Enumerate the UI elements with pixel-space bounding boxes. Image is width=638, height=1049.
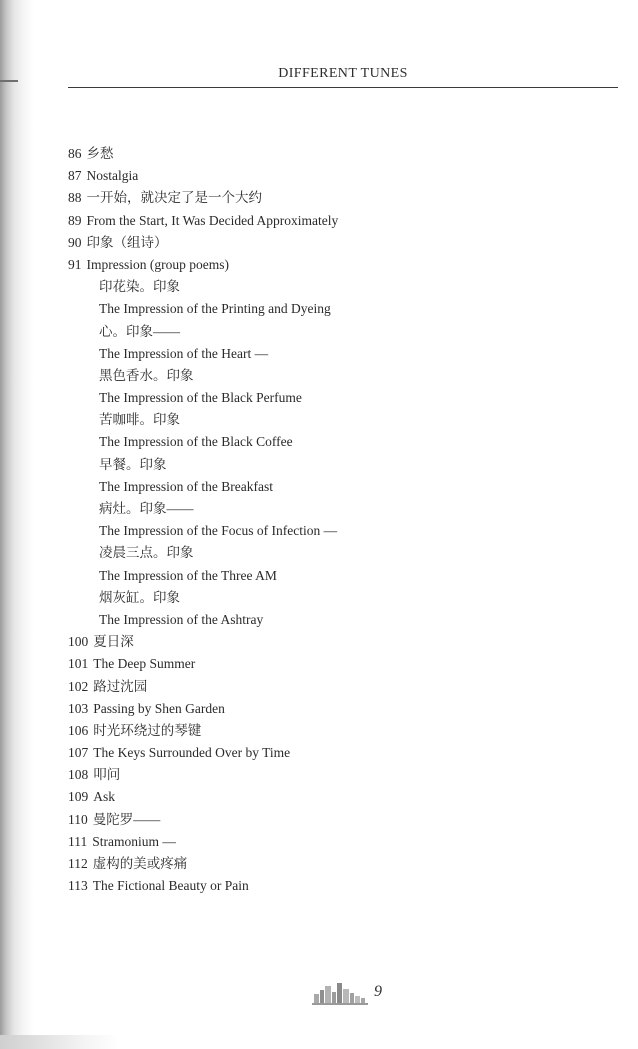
toc-page-number: 103 bbox=[68, 700, 89, 716]
toc-entry bbox=[68, 387, 588, 409]
toc-page-number: 90 bbox=[68, 234, 82, 250]
toc-title: 病灶。印象—— bbox=[99, 501, 194, 516]
toc-title: The Fictional Beauty or Pain bbox=[92, 878, 249, 894]
toc-entry bbox=[68, 676, 588, 698]
toc-entry bbox=[68, 653, 588, 675]
toc-title: 虚构的美或疼痛 bbox=[92, 856, 188, 871]
toc-entry bbox=[68, 809, 588, 831]
toc-entry bbox=[68, 210, 588, 232]
toc-page-number: 88 bbox=[68, 190, 82, 206]
toc-page-number: 108 bbox=[68, 767, 89, 783]
toc-entry bbox=[68, 476, 588, 498]
toc-title: 时光环绕过的琴键 bbox=[93, 722, 202, 738]
toc-entry bbox=[68, 365, 588, 387]
gutter-mark bbox=[0, 80, 18, 82]
toc-entry bbox=[68, 431, 588, 453]
toc-entry bbox=[68, 165, 588, 187]
toc-title: The Impression of the Black Perfume bbox=[99, 390, 302, 406]
toc-entry bbox=[68, 565, 588, 587]
toc-entry bbox=[68, 520, 588, 542]
toc-entry bbox=[68, 609, 588, 631]
toc-title: 乡愁 bbox=[86, 146, 114, 161]
toc-page-number: 101 bbox=[68, 656, 89, 672]
toc-title: Impression (group poems) bbox=[86, 256, 229, 272]
toc-page-number: 106 bbox=[68, 722, 89, 738]
toc-title: Ask bbox=[93, 789, 116, 805]
toc-entry bbox=[68, 853, 588, 875]
toc-page-number: 86 bbox=[68, 146, 82, 161]
toc-entry bbox=[68, 742, 588, 764]
toc-entry bbox=[68, 542, 588, 564]
toc-page-number: 109 bbox=[68, 789, 89, 805]
toc-title: Stramonium — bbox=[92, 833, 176, 849]
toc-title: The Impression of the Black Coffee bbox=[99, 434, 293, 450]
toc-entry bbox=[68, 720, 588, 742]
toc-title: From the Start, It Was Decided Approximately bbox=[86, 212, 339, 228]
table-of-contents bbox=[68, 143, 588, 897]
toc-page-number: 87 bbox=[68, 168, 82, 184]
toc-page-number: 89 bbox=[68, 212, 82, 228]
toc-page-number: 111 bbox=[68, 833, 88, 849]
toc-title: The Impression of the Ashtray bbox=[99, 611, 264, 627]
toc-title: The Impression of the Breakfast bbox=[99, 478, 273, 494]
toc-entry bbox=[68, 254, 588, 276]
toc-title: 黑色香水。印象 bbox=[99, 367, 194, 383]
toc-entry bbox=[68, 631, 588, 653]
page-footer bbox=[312, 980, 402, 1010]
toc-entry bbox=[68, 786, 588, 808]
toc-title: 曼陀罗—— bbox=[92, 811, 161, 827]
toc-entry bbox=[68, 875, 588, 897]
toc-title: 早餐。印象 bbox=[99, 456, 167, 472]
running-header bbox=[68, 64, 618, 86]
toc-entry bbox=[68, 321, 588, 343]
toc-page-number: 91 bbox=[68, 256, 82, 272]
toc-title: 印花染。印象 bbox=[99, 279, 180, 295]
toc-title: The Impression of the Three AM bbox=[99, 567, 277, 583]
toc-title: 凌晨三点。印象 bbox=[99, 545, 194, 561]
toc-title: The Keys Surrounded Over by Time bbox=[93, 745, 291, 761]
toc-title: 印象（组诗） bbox=[86, 234, 168, 250]
toc-entry bbox=[68, 454, 588, 476]
toc-title: The Impression of the Heart — bbox=[99, 345, 269, 361]
city-skyline-icon bbox=[312, 980, 368, 1006]
toc-title: 路过沈园 bbox=[93, 678, 148, 694]
toc-title: 一开始，就决定了是一个大约 bbox=[86, 190, 262, 206]
toc-entry bbox=[68, 764, 588, 786]
toc-title: 烟灰缸。印象 bbox=[99, 589, 180, 605]
toc-entry bbox=[68, 409, 588, 431]
toc-title: 夏日深 bbox=[93, 634, 134, 650]
toc-entry bbox=[68, 143, 588, 165]
toc-title: Nostalgia bbox=[86, 168, 139, 184]
toc-page-number: 113 bbox=[68, 878, 88, 894]
header-title: DIFFERENT TUNES bbox=[278, 66, 408, 81]
toc-entry bbox=[68, 498, 588, 520]
bottom-edge-shadow bbox=[0, 1035, 120, 1049]
toc-entry bbox=[68, 698, 588, 720]
toc-entry bbox=[68, 187, 588, 209]
toc-entry bbox=[68, 276, 588, 298]
toc-entry bbox=[68, 587, 588, 609]
toc-entry bbox=[68, 343, 588, 365]
toc-title: 心。印象—— bbox=[99, 323, 180, 339]
toc-title: 叩问 bbox=[93, 767, 121, 783]
toc-page-number: 100 bbox=[68, 634, 89, 650]
toc-title: The Impression of the Focus of Infection — bbox=[99, 523, 338, 539]
toc-page-number: 112 bbox=[68, 856, 88, 871]
toc-entry bbox=[68, 232, 588, 254]
header-rule bbox=[68, 87, 618, 88]
toc-page-number: 110 bbox=[68, 811, 88, 827]
page-gutter-shadow bbox=[0, 0, 34, 1049]
page-number: 9 bbox=[374, 983, 382, 1000]
toc-title: 苦咖啡。印象 bbox=[99, 412, 180, 428]
toc-entry bbox=[68, 298, 588, 320]
toc-page-number: 107 bbox=[68, 745, 89, 761]
toc-title: Passing by Shen Garden bbox=[93, 700, 225, 716]
toc-page-number: 102 bbox=[68, 678, 89, 694]
toc-title: The Impression of the Printing and Dyeing bbox=[99, 301, 331, 317]
toc-title: The Deep Summer bbox=[93, 656, 196, 672]
toc-entry bbox=[68, 831, 588, 853]
